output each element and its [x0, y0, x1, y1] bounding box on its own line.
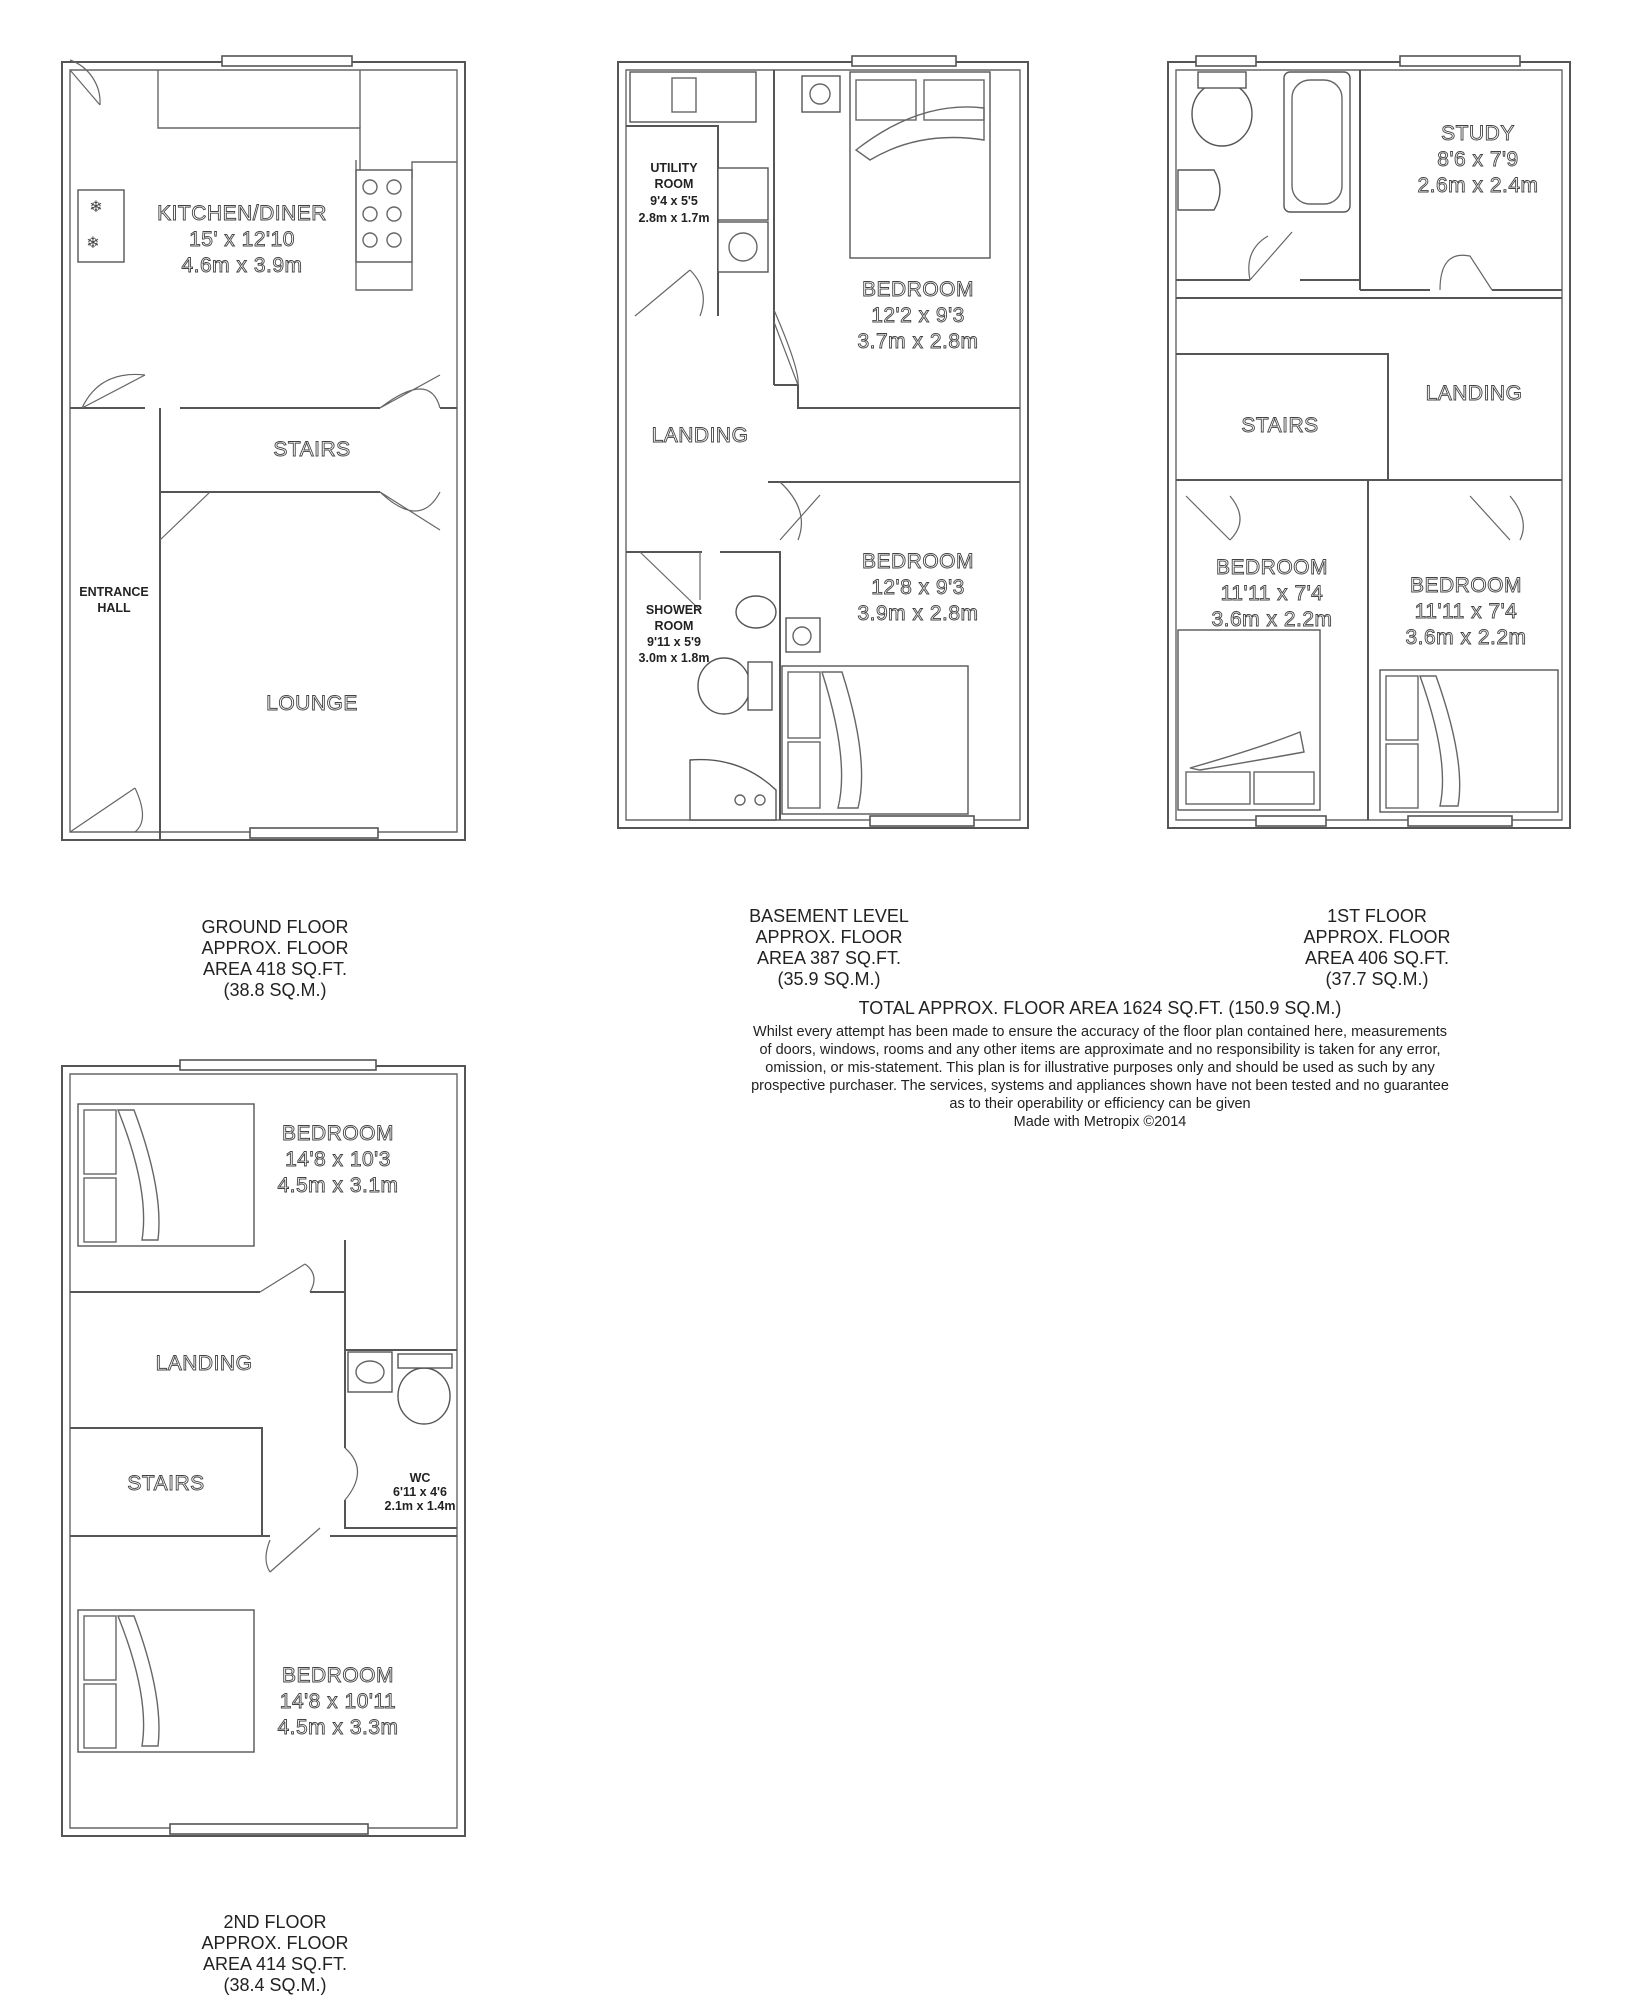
bedroom-dim-imperial: 12'8 x 9'3	[871, 576, 965, 599]
door-swing	[266, 1528, 320, 1572]
utility-dim-imperial: 9'4 x 5'5	[650, 194, 698, 208]
first-floor-caption	[1262, 906, 1492, 990]
basin	[736, 596, 776, 628]
bedroom-dim-metric: 4.5m x 3.3m	[277, 1716, 399, 1739]
caption-line: BASEMENT LEVEL	[749, 906, 909, 926]
bed	[782, 666, 968, 814]
disclaimer-line: of doors, windows, rooms and any other items are approximate and no responsibility is taken for any error,	[759, 1042, 1441, 1058]
toilet	[698, 658, 750, 714]
bath	[1284, 72, 1350, 212]
bed	[850, 72, 990, 258]
caption-line: APPROX. FLOOR	[201, 1933, 349, 1953]
door-swing	[640, 552, 700, 610]
landing-label: LANDING	[651, 424, 749, 447]
second-floor-caption	[160, 1912, 390, 1996]
shower-tray	[690, 760, 776, 820]
basin	[802, 76, 840, 112]
kitchen-label: KITCHEN/DINER	[157, 202, 327, 225]
caption-line: (38.4 SQ.M.)	[223, 1975, 327, 1995]
svg-text:❄: ❄	[86, 235, 100, 252]
ground-floor-caption	[160, 917, 390, 1001]
total-floor-area: TOTAL APPROX. FLOOR AREA 1624 SQ.FT. (150.9 SQ.M.)	[858, 998, 1342, 1018]
door-swing	[1470, 496, 1523, 540]
bedroom-dim-metric: 3.7m x 2.8m	[857, 330, 979, 353]
door-swing	[70, 788, 143, 832]
caption-line: AREA 414 SQ.FT.	[202, 1954, 348, 1974]
window	[1400, 56, 1520, 66]
sink	[630, 72, 756, 122]
bedroom-label: BEDROOM	[1409, 574, 1523, 597]
basin	[786, 618, 820, 652]
window	[852, 56, 956, 66]
stairs-label: STAIRS	[127, 1472, 205, 1495]
window	[180, 1060, 376, 1070]
door-swing	[1249, 232, 1292, 280]
basin	[1178, 170, 1220, 210]
shower-dim-imperial: 9'11 x 5'9	[647, 635, 701, 649]
bedroom-label: BEDROOM	[281, 1664, 395, 1687]
bed	[78, 1104, 254, 1246]
caption-line: APPROX. FLOOR	[201, 938, 349, 958]
caption-line: GROUND FLOOR	[201, 917, 349, 937]
bed	[1380, 670, 1558, 812]
window	[250, 828, 378, 838]
caption-line: APPROX. FLOOR	[755, 927, 903, 947]
bedroom-label: BEDROOM	[861, 278, 975, 301]
basement-plan	[618, 56, 1028, 828]
utility-label-2: ROOM	[654, 177, 694, 191]
toilet	[398, 1368, 450, 1424]
window	[1408, 816, 1512, 826]
kitchen-dim-imperial: 15' x 12'10	[189, 228, 295, 251]
wc-dim-metric: 2.1m x 1.4m	[384, 1499, 456, 1513]
caption-line: (35.9 SQ.M.)	[777, 969, 881, 989]
caption-line: AREA 418 SQ.FT.	[202, 959, 348, 979]
lounge-label: LOUNGE	[266, 692, 358, 715]
second-floor-plan	[62, 1060, 465, 1836]
bedroom-dim-metric: 3.6m x 2.2m	[1211, 608, 1333, 631]
svg-text:❄: ❄	[89, 199, 103, 216]
dryer	[718, 222, 768, 272]
bedroom-dim-metric: 4.5m x 3.1m	[277, 1174, 399, 1197]
caption-line: (38.8 SQ.M.)	[223, 980, 327, 1000]
bed	[78, 1610, 254, 1752]
door-swing	[774, 310, 798, 385]
stairs-label: STAIRS	[273, 438, 351, 461]
basin	[348, 1352, 392, 1392]
washing-machine	[718, 168, 768, 220]
bedroom-dim-imperial: 12'2 x 9'3	[871, 304, 965, 327]
door-swing	[780, 482, 820, 540]
disclaimer-line: prospective purchaser. The services, systems and appliances shown have not been tested and no guarantee	[751, 1078, 1449, 1094]
disclaimer-credit: Made with Metropix ©2014	[1013, 1114, 1187, 1130]
bedroom-dim-metric: 3.9m x 2.8m	[857, 602, 979, 625]
caption-line: APPROX. FLOOR	[1303, 927, 1451, 947]
utility-label-1: UTILITY	[650, 161, 698, 175]
door-swing	[380, 492, 440, 530]
entrance-hall-label-2: HALL	[97, 601, 131, 615]
door-swing	[345, 1448, 358, 1500]
door-swing	[1186, 496, 1240, 540]
landing-label: LANDING	[155, 1352, 253, 1375]
caption-line: 2ND FLOOR	[223, 1912, 327, 1932]
shower-label-1: SHOWER	[645, 603, 703, 617]
door-swing	[635, 270, 703, 316]
window	[1256, 816, 1326, 826]
bedroom-dim-imperial: 11'11 x 7'4	[1220, 582, 1324, 605]
bedroom-dim-imperial: 14'8 x 10'11	[279, 1690, 397, 1713]
landing-label: LANDING	[1425, 382, 1523, 405]
disclaimer-line: omission, or mis-statement. This plan is for illustrative purposes only and should be used as such by any	[765, 1060, 1435, 1076]
caption-line: (37.7 SQ.M.)	[1325, 969, 1429, 989]
wc-dim-imperial: 6'11 x 4'6	[393, 1485, 447, 1499]
study-dim-imperial: 8'6 x 7'9	[1437, 148, 1519, 171]
door-swing	[1440, 255, 1492, 290]
disclaimer-line: Whilst every attempt has been made to ensure the accuracy of the floor plan contained here, measurements	[753, 1024, 1447, 1040]
shower-dim-metric: 3.0m x 1.8m	[638, 651, 710, 665]
study-label: STUDY	[1441, 122, 1515, 145]
bedroom-label: BEDROOM	[861, 550, 975, 573]
ground-floor-plan	[62, 56, 465, 840]
entrance-hall-label-1: ENTRANCE	[79, 585, 149, 599]
disclaimer	[700, 1023, 1500, 1131]
bed	[1178, 630, 1320, 810]
study-dim-metric: 2.6m x 2.4m	[1417, 174, 1539, 197]
kitchen-dim-metric: 4.6m x 3.9m	[181, 254, 303, 277]
basement-caption	[714, 906, 944, 990]
door-swing	[380, 375, 440, 408]
door-swing	[160, 492, 210, 540]
first-floor-plan	[1168, 56, 1570, 828]
stairs-label: STAIRS	[1241, 414, 1319, 437]
caption-line: 1ST FLOOR	[1327, 906, 1427, 926]
bedroom-dim-imperial: 14'8 x 10'3	[285, 1148, 391, 1171]
disclaimer-line: as to their operability or efficiency can be given	[949, 1096, 1251, 1112]
bedroom-dim-metric: 3.6m x 2.2m	[1405, 626, 1527, 649]
bedroom-dim-imperial: 11'11 x 7'4	[1414, 600, 1518, 623]
window	[170, 1824, 368, 1834]
door-swing	[82, 374, 145, 408]
bedroom-label: BEDROOM	[281, 1122, 395, 1145]
toilet	[1192, 82, 1252, 146]
utility-dim-metric: 2.8m x 1.7m	[638, 211, 710, 225]
bedroom-label: BEDROOM	[1215, 556, 1329, 579]
door-swing	[260, 1264, 314, 1292]
window	[870, 816, 974, 826]
caption-line: AREA 406 SQ.FT.	[1304, 948, 1450, 968]
wc-label: WC	[409, 1471, 431, 1485]
window	[222, 56, 352, 66]
caption-line: AREA 387 SQ.FT.	[756, 948, 902, 968]
shower-label-2: ROOM	[654, 619, 694, 633]
window	[1196, 56, 1256, 66]
door-swing	[70, 60, 100, 105]
